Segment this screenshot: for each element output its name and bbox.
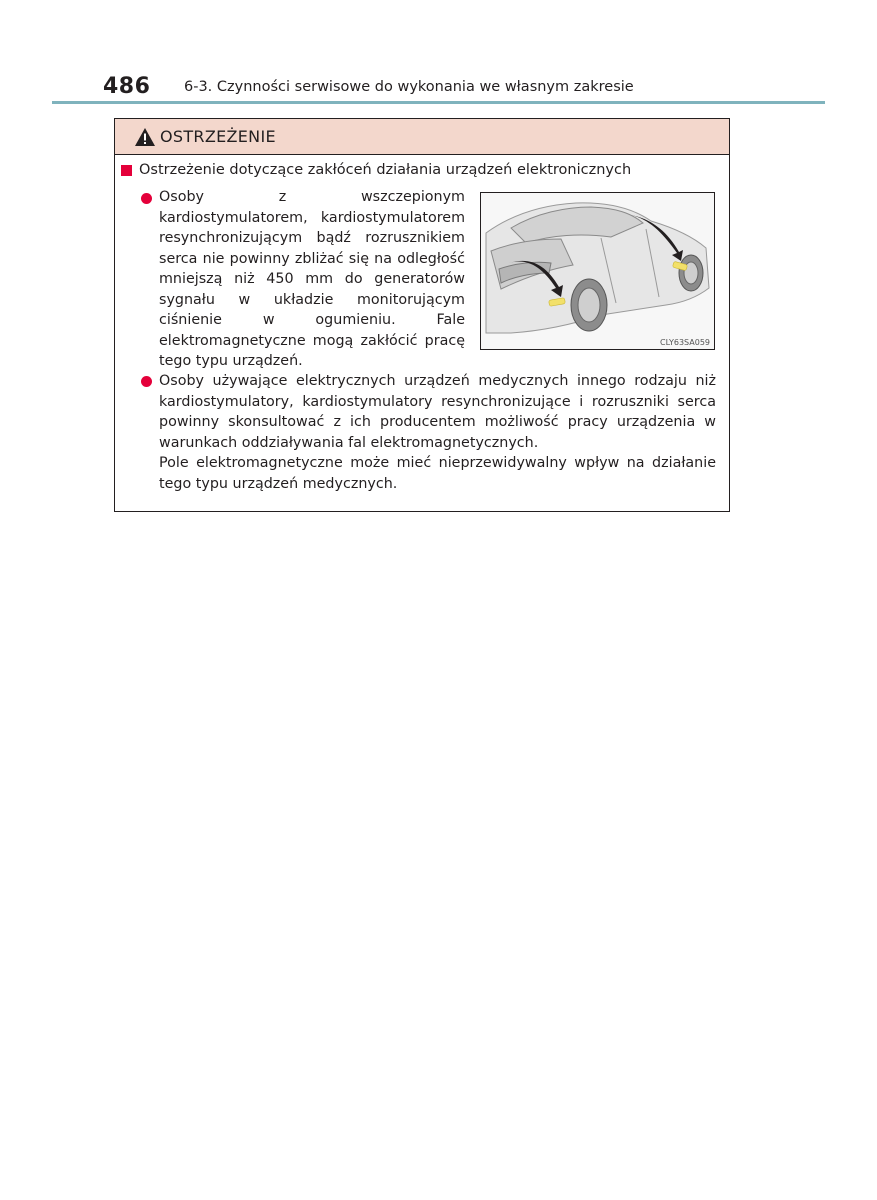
bullet-icon	[141, 376, 152, 387]
bullet-icon	[141, 193, 152, 204]
paragraph2-part2: Pole elektromagnetyczne może mieć nieprzewidywalny wpływ na działanie tego typu urządzeń medycznych.	[159, 455, 716, 492]
header-rule	[52, 101, 825, 104]
paragraph2-part1: Osoby używające elektrycznych urządzeń medycznych innego rodzaju niż kardiostymulatory, kardiostymulatory resynchronizujące i rozruszniki serca powinny skonsultować z ich producentem możliwość pracy urządzenia w warunkach oddziaływania fal elektromagnetycznych.	[159, 373, 716, 451]
warning-header	[115, 119, 729, 155]
warning-box	[114, 118, 730, 512]
section-title: 6-3. Czynności serwisowe do wykonania we własnym zakresie	[184, 79, 634, 95]
figure-code: CLY63SA059	[659, 338, 710, 347]
car-drawing	[481, 193, 714, 349]
square-bullet-icon	[121, 165, 132, 176]
paragraph-pacemaker: Osoby z wszczepionym kardiostymulatorem, kardiostymulatorem resynchronizującym bądź rozrusznikiem serca nie powinny zbliżać się na odległość mniejszą niż 450 mm do generatorów sygnału w układzie monitorującym ciśnienie w ogumieniu. Fale elektromagnetyczne mogą zakłócić pracę tego typu urządzeń.	[159, 189, 465, 369]
page-number: 486	[103, 74, 151, 99]
paragraph-medical-devices	[159, 371, 716, 494]
warning-triangle-icon	[134, 127, 156, 147]
car-illustration	[480, 192, 715, 350]
warning-subheading	[121, 162, 631, 178]
warning-title: OSTRZEŻENIE	[160, 127, 276, 146]
subheading-text: Ostrzeżenie dotyczące zakłóceń działania urządzeń elektronicznych	[139, 162, 632, 178]
